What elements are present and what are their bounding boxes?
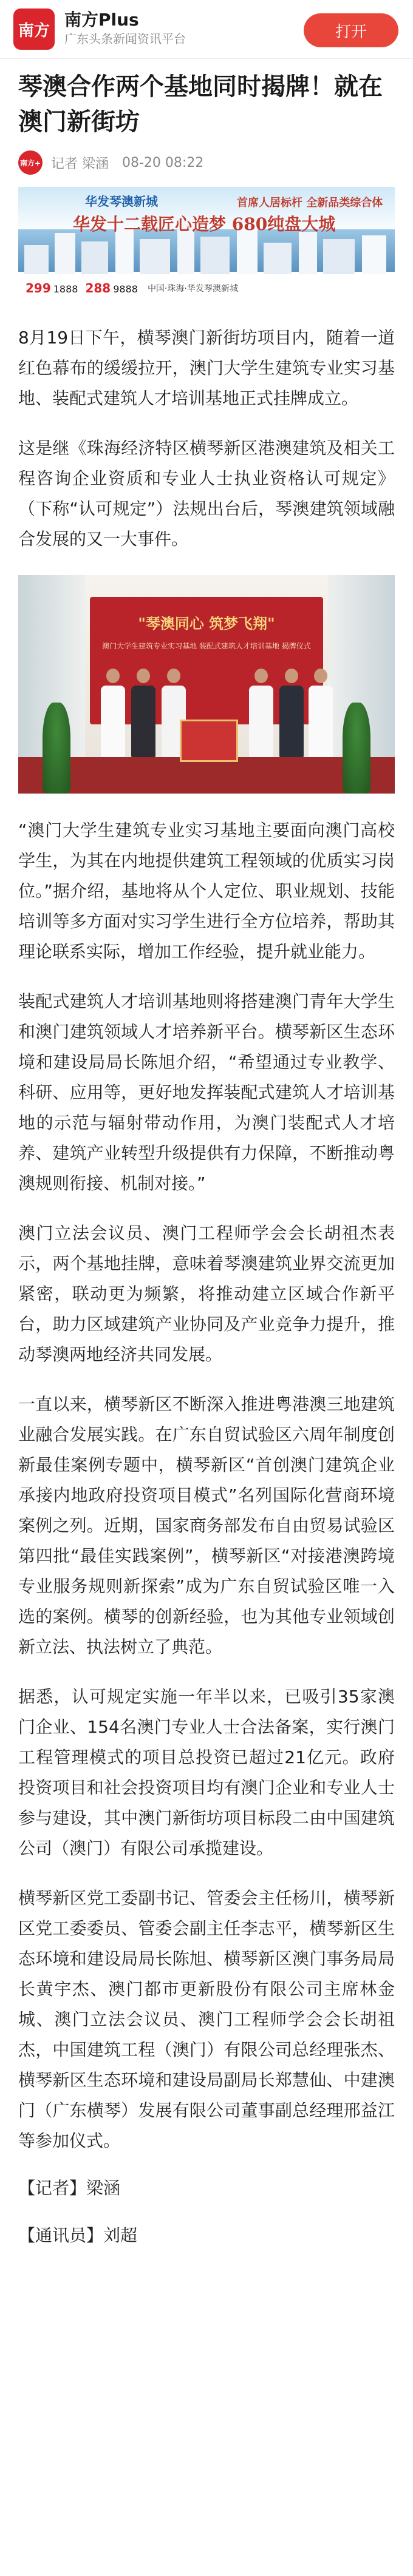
article-paragraph: 一直以来，横琴新区不断深入推进粤港澳三地建筑业融合发展实践。在广东自贸试验区六周年制度创新最佳案例专题中，横琴新区“首创澳门建筑企业承接内地政府投资项目模式”名列国际化营商环境案例之列。近期，国家商务部发布自由贸易试验区第四批“最佳实践案例”，横琴新区“对接港澳跨境专业服务规则新探索”成为广东自贸试验区唯一入选的案例。横琴的创新经验，也为其他专业领域创新立法、执法树立了典范。 [18, 1394, 395, 1657]
article-meta [18, 149, 395, 176]
photo-person [131, 669, 155, 760]
article-title: 琴澳合作两个基地同时揭牌！就在澳门新街坊 [18, 73, 383, 136]
photo-person [279, 669, 304, 760]
article-content [0, 58, 413, 2251]
banner-stat: 288 9888 [85, 281, 138, 295]
photo-carpet [18, 757, 395, 794]
publish-time: 08-20 08:22 [122, 155, 204, 170]
article-paragraph: 8月19日下午，横琴澳门新街坊项目内，随着一道红色幕布的缓缓拉开，澳门大学生建筑专业实习基地、装配式建筑人才培训基地正式挂牌成立。 [18, 328, 395, 408]
backdrop-subtitle: 澳门大学生建筑专业实习基地 装配式建筑人才培训基地 揭牌仪式 [102, 642, 311, 650]
banner-headline: 首席人居标杆 全新品类综合体 [237, 197, 383, 209]
author-line: 记者 梁涵 [51, 156, 109, 172]
banner-slogan: 华发十二载匠心造梦 680纯盘大城 [73, 214, 336, 234]
article-paragraph: 据悉，认可规定实施一年半以来，已吸引35家澳门企业、154名澳门专业人士合法备案，实行澳门工程管理模式的项目总投资已超过21亿元。政府投资项目和社会投资项目均有澳门企业和专业人士参与建设，其中澳门新街坊项目标段二由中国建筑公司（澳门）有限公司承揽建设。 [18, 1687, 395, 1858]
photo-person [309, 669, 333, 760]
article-paragraph: 澳门立法会议员、澳门工程师学会会长胡祖杰表示，两个基地挂牌，意味着琴澳建筑业界交流更加紧密，联动更为频繁，将推动建立区域合作新平台，助力区域建筑产业协同及产业竞争力提升，推动琴澳两地经济共同发展。 [18, 1223, 395, 1364]
photo-person [101, 669, 125, 760]
article-paragraph: 横琴新区党工委副书记、管委会主任杨川，横琴新区党工委委员、管委会副主任李志平，横琴新区生态环境和建设局局长陈旭、横琴新区澳门事务局局长黄宇杰、澳门都市更新股份有限公司主席林金城、澳门立法会议员、澳门工程师学会会长胡祖杰，中国建筑工程（澳门）有限公司总经理张杰、横琴新区生态环境和建设局副局长郑慧仙、中建澳门（广东横琴）发展有限公司董事副总经理邢益江等参加仪式。 [18, 1888, 395, 2151]
banner-brand: 华发琴澳新城 [85, 194, 158, 209]
photo-podium [180, 720, 238, 762]
app-brand [64, 10, 186, 47]
app-logo: 南方 [13, 8, 55, 50]
reporter-credit: 【记者】梁涵 [18, 2178, 121, 2198]
open-app-button[interactable]: 打开 [304, 13, 398, 47]
ad-banner[interactable] [18, 187, 395, 302]
app-name: 南方Plus [64, 10, 139, 30]
photo-person [249, 669, 273, 760]
app-subtitle: 广东头条新闻资讯平台 [64, 32, 186, 46]
banner-address: 中国·珠海·华发琴澳新城 [147, 284, 238, 294]
app-download-bar [0, 0, 413, 59]
correspondent-credit: 【通讯员】刘超 [18, 2225, 138, 2245]
backdrop-title: "琴澳同心 筑梦飞翔" [138, 615, 275, 632]
article-paragraph: “澳门大学生建筑专业实习基地主要面向澳门高校学生，为其在内地提供建筑工程领域的优质实习岗位。”据介绍，基地将从个人定位、职业规划、技能培训等多方面对实习学生进行全方位培养，帮助其理论联系实际，增加工作经验，提升就业能力。 [18, 820, 395, 962]
article-photo[interactable] [18, 575, 395, 794]
plant-right [343, 703, 370, 794]
banner-stats [18, 274, 395, 302]
source-logo[interactable]: 南方+ [18, 150, 43, 175]
plant-left [43, 703, 70, 794]
article-paragraph: 装配式建筑人才培训基地则将搭建澳门青年大学生和澳门建筑领域人才培养新平台。横琴新区生态环境和建设局局长陈旭介绍，“希望通过专业教学、科研、应用等，更好地发挥装配式建筑人才培训基地的示范与辐射带动作用，为澳门装配式人才培养、建筑产业转型升级提供有力保障，不断推动粤澳规则衔接、机制对接。” [18, 991, 395, 1193]
banner-stat: 299 1888 [26, 281, 78, 295]
article-paragraph: 这是继《珠海经济特区横琴新区港澳建筑及相关工程咨询企业资质和专业人士执业资格认可规定》（下称“认可规定”）法规出台后，琴澳建筑领域融合发展的又一大事件。 [18, 438, 395, 549]
